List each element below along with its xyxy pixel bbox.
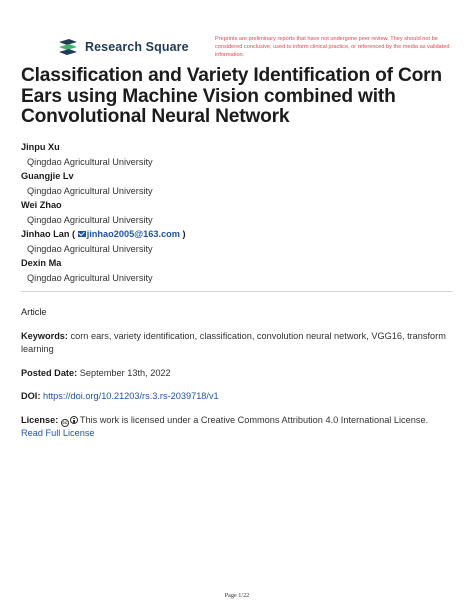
doi-link[interactable]: https://doi.org/10.21203/rs.3.rs-2039718/v1 xyxy=(42,391,219,401)
license-label: License: xyxy=(21,415,59,425)
section-divider xyxy=(21,291,453,292)
keywords-label: Keywords: xyxy=(21,331,68,341)
license-text: This work is licensed under a Creative Commons Attribution 4.0 International License. xyxy=(79,415,429,425)
preprint-disclaimer: Preprints are preliminary reports that have not undergone peer review. They should not be considered conclusive, used to inform clinical practice, or referenced by the media as validated information. xyxy=(215,36,450,58)
read-full-license-link[interactable]: Read Full License xyxy=(21,428,95,438)
keywords-value: corn ears, variety identification, classification, convolution neural network, VGG16, transform learning xyxy=(21,331,446,354)
doi xyxy=(21,390,451,403)
keywords xyxy=(21,330,451,355)
author-affiliation: Qingdao Agricultural University xyxy=(27,272,153,283)
email-close-paren: ) xyxy=(179,229,186,239)
corresponding-author xyxy=(21,227,451,242)
author-affiliation: Qingdao Agricultural University xyxy=(27,185,153,196)
posted-date-value: September 13th, 2022 xyxy=(77,368,171,378)
article-type: Article xyxy=(21,307,47,317)
author-name: Jinhao Lan xyxy=(21,229,70,239)
author-name: Jinpu Xu xyxy=(21,142,60,152)
page-number: Page 1/22 xyxy=(224,592,250,599)
logo-text: Research Square xyxy=(85,40,189,54)
attribution-icon xyxy=(70,416,78,424)
mail-icon xyxy=(78,231,86,237)
author-affiliation: Qingdao Agricultural University xyxy=(27,156,153,167)
author-name: Dexin Ma xyxy=(21,258,62,268)
posted-date-label: Posted Date: xyxy=(21,368,78,378)
author-affiliation: Qingdao Agricultural University xyxy=(27,243,153,254)
email-open-paren: ( xyxy=(69,229,76,239)
research-square-logo[interactable] xyxy=(57,38,189,56)
author-affiliation: Qingdao Agricultural University xyxy=(27,214,153,225)
research-square-logo-icon xyxy=(57,38,79,56)
license xyxy=(21,414,451,440)
author-name: Guangjie Lv xyxy=(21,171,74,181)
author-name: Wei Zhao xyxy=(21,200,62,210)
author-email-link[interactable]: jinhao2005@163.com xyxy=(86,229,180,239)
paper-title: Classification and Variety Identification of Corn Ears using Machine Vision combined with Convolutional Neural Network xyxy=(21,65,442,127)
author-list xyxy=(21,140,451,285)
creative-commons-icon: cc xyxy=(62,420,68,425)
doi-label: DOI: xyxy=(21,391,41,401)
posted-date xyxy=(21,367,451,380)
